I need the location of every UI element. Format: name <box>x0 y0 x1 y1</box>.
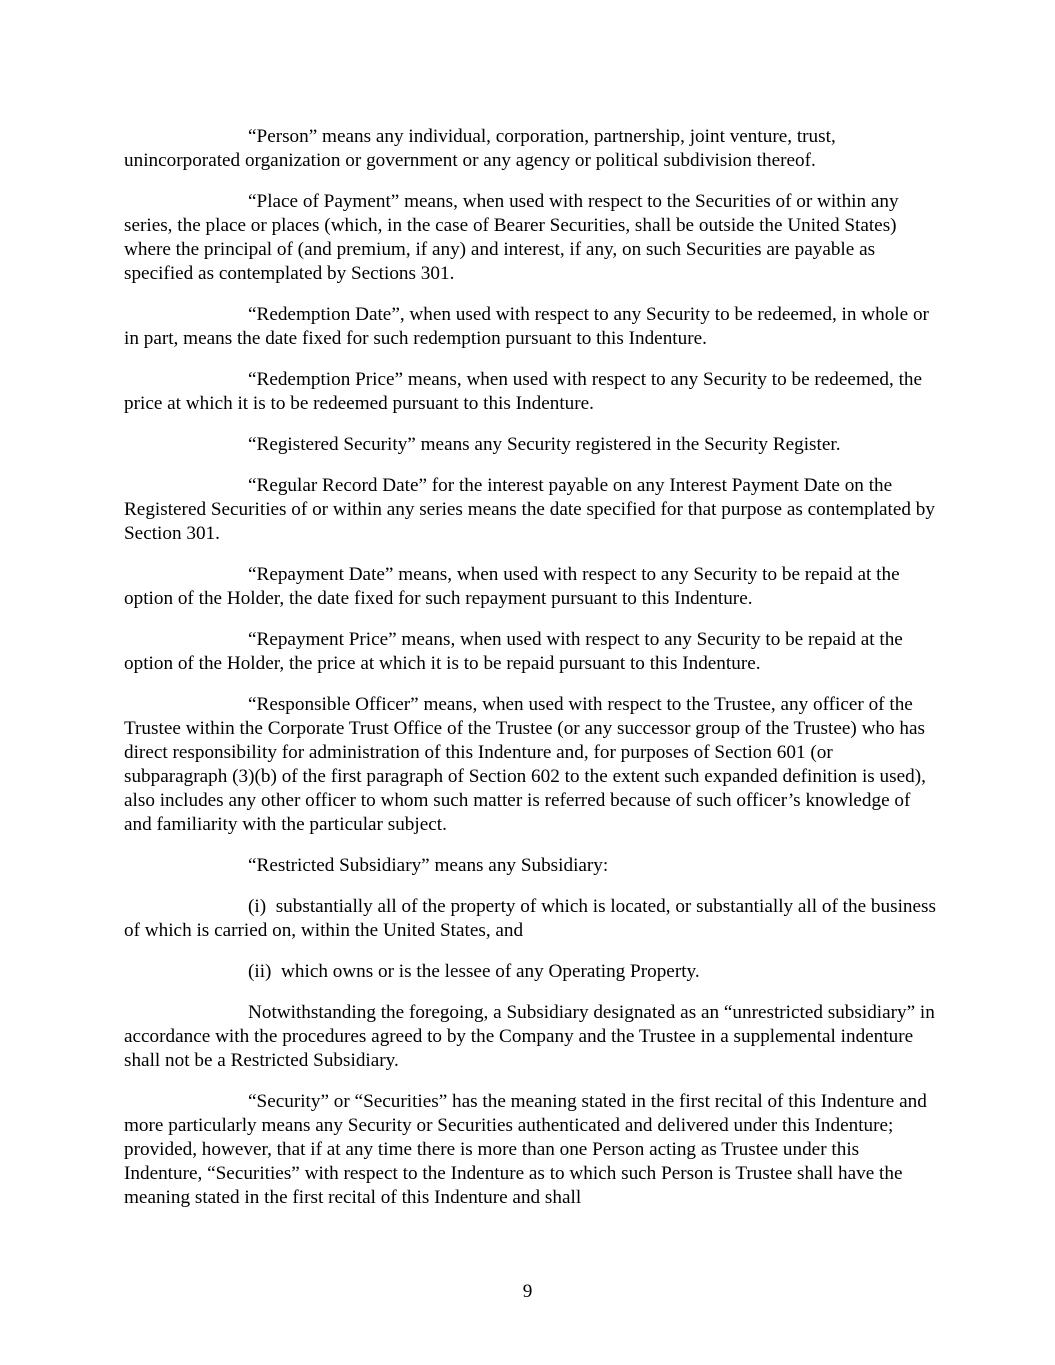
definition-repayment-price: “Repayment Price” means, when used with respect to any Security to be repaid at the option of the Holder, the price at which it is to be repaid pursuant to this Indenture. <box>124 629 903 674</box>
page-number: 9 <box>522 1281 533 1302</box>
definition-redemption-price: “Redemption Price” means, when used with respect to any Security to be redeemed, the price at which it is to be redeemed pursuant to this Indenture. <box>124 369 923 414</box>
definition-security: “Security” or “Securities” has the meaning stated in the first recital of this Indenture and more particularly means any Security or Securities authenticated and delivered under this Indenture; provided, however, that if at any time there is more than one Person acting as Trustee under this Indenture, “Securities” with respect to the Indenture as to which such Person is Trustee shall have the meaning stated in the first recital of this Indenture and shall <box>124 1091 927 1208</box>
definition-restricted-subsidiary: “Restricted Subsidiary” means any Subsidiary: <box>248 855 609 876</box>
document-body <box>124 125 940 1227</box>
definition-registered-security: “Registered Security” means any Security registered in the Security Register. <box>248 434 841 455</box>
definition-redemption-date: “Redemption Date”, when used with respect to any Security to be redeemed, in whole or in part, means the date fixed for such redemption pursuant to this Indenture. <box>124 304 929 349</box>
definition-place-of-payment: “Place of Payment” means, when used with respect to the Securities of or within any series, the place or places (which, in the case of Bearer Securities, shall be outside the United States) where the principal of (and premium, if any) and interest, if any, on such Securities are payable as specified as contemplated by Sections 301. <box>124 191 899 284</box>
definition-regular-record-date: “Regular Record Date” for the interest payable on any Interest Payment Date on the Registered Securities of or within any series means the date specified for that purpose as contemplated by Section 301. <box>124 475 935 544</box>
definition-repayment-date: “Repayment Date” means, when used with respect to any Security to be repaid at the option of the Holder, the date fixed for such repayment pursuant to this Indenture. <box>124 564 900 609</box>
unrestricted-subsidiary-note: Notwithstanding the foregoing, a Subsidiary designated as an “unrestricted subsidiary” in accordance with the procedures agreed to by the Company and the Trustee in a supplemental indenture shall not be a Restricted Subsidiary. <box>124 1002 935 1071</box>
restricted-subsidiary-clause-ii: (ii) which owns or is the lessee of any Operating Property. <box>248 961 700 982</box>
restricted-subsidiary-clause-i: (i) substantially all of the property of which is located, or substantially all of the business of which is carried on, within the United States, and <box>124 896 936 941</box>
definition-responsible-officer: “Responsible Officer” means, when used with respect to the Trustee, any officer of the Trustee within the Corporate Trust Office of the Trustee (or any successor group of the Trustee) who has direct responsibility for administration of this Indenture and, for purposes of Section 601 (or subparagraph (3)(b) of the first paragraph of Section 602 to the extent such expanded definition is used), also includes any other officer to whom such matter is referred because of such officer’s knowledge of and familiarity with the particular subject. <box>124 694 926 835</box>
definition-person: “Person” means any individual, corporation, partnership, joint venture, trust, unincorporated organization or government or any agency or political subdivision thereof. <box>124 126 836 171</box>
